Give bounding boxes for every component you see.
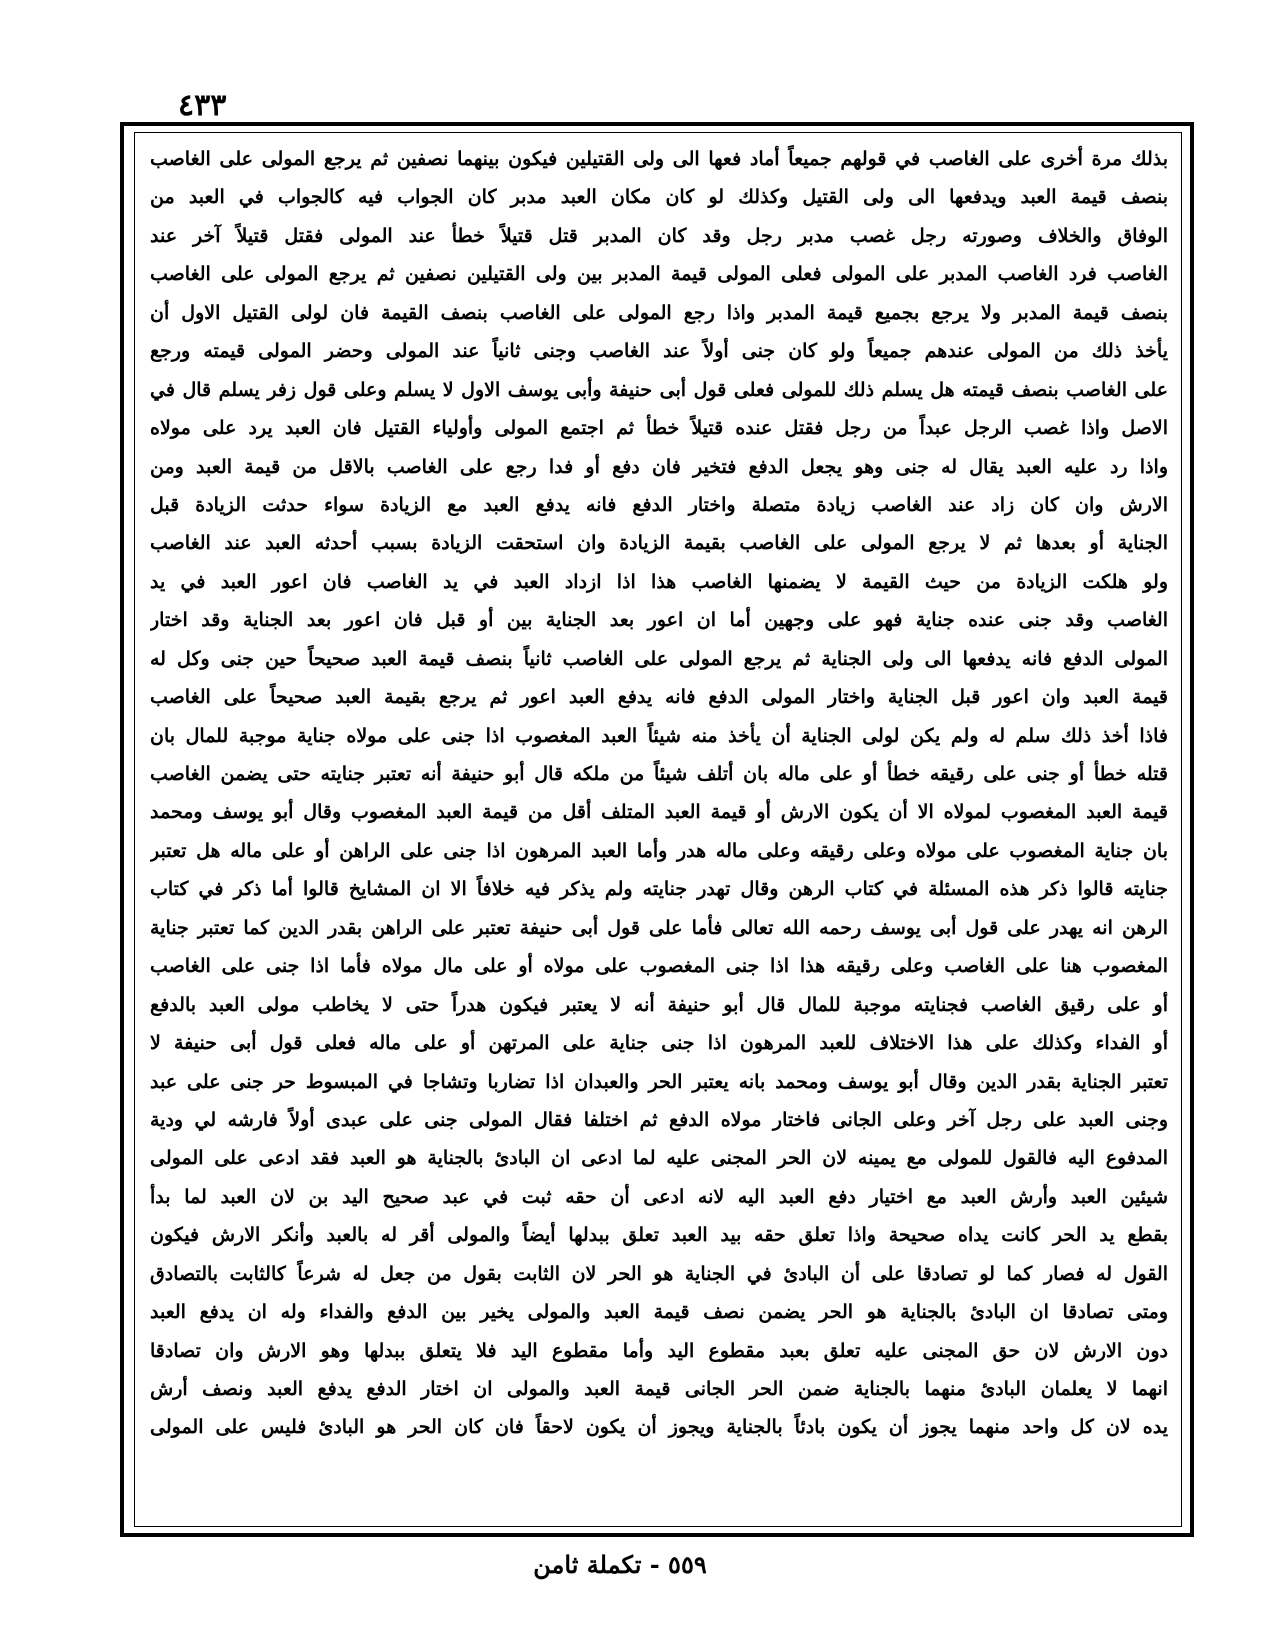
text-line: يأخذ ذلك من المولى عندهم جميعاً ولو كان جنى أولاً عند الغاصب وجنى ثانياً عند المولى وحضر المولى قيمته ورجع xyxy=(150,340,1168,363)
text-line: أو على رقيق الغاصب فجنايته موجبة للمال قال أبو حنيفة أنه لا يعتبر فيكون هدراً حتى لا يخاطب مولى العبد بالدفع xyxy=(150,993,1168,1016)
text-line: الغاصب وقد جنى عنده جناية فهو على وجهين أما ان اعور بعد الجناية بين أو قبل فان اعور بعد الجناية وقد اختار xyxy=(150,609,1168,632)
text-line: على الغاصب بنصف قيمته هل يسلم ذلك للمولى فعلى قول أبى حنيفة وأبى يوسف الاول لا يسلم وعلى قول زفر يسلم قال في xyxy=(150,378,1168,401)
text-line: الرهن انه يهدر على قول أبى يوسف رحمه الله تعالى فأما على قول أبى حنيفة تعتبر على الراهن بقدر الدين كما تعتبر جناية xyxy=(150,916,1168,939)
text-line: المدفوع اليه فالقول للمولى مع يمينه لان الحر المجنى عليه لما ادعى ان البادئ بالجناية هو العبد فقد ادعى على المولى xyxy=(150,1147,1168,1170)
text-line: قتله خطأ أو جنى على رقيقه خطأ أو على ماله بان أتلف شيئاً من ملكه قال أبو حنيفة أنه تعتبر جنايته حتى يضمن الغاصب xyxy=(150,763,1168,785)
text-line: شيئين العبد وأرش العبد مع اختيار دفع العبد اليه لانه ادعى أن حقه ثبت في عبد صحيح اليد بن لان العبد لما بدأ xyxy=(150,1185,1168,1208)
text-line: الغاصب فرد الغاصب المدبر على المولى فعلى المولى قيمة المدبر بين ولى القتيلين نصفين ثم يرجع المولى على الغاصب xyxy=(150,263,1168,286)
text-line: انهما لا يعلمان البادئ منهما بالجناية ضمن الحر الجانى قيمة العبد والمولى ان اختار الدفع يدفع العبد ونصف أرش xyxy=(150,1378,1168,1400)
text-line: الارش وان كان زاد عند الغاصب زيادة متصلة واختار الدفع فانه يدفع العبد مع الزيادة سواء حدثت الزيادة قبل xyxy=(150,493,1168,516)
text-line: وجنى العبد على رجل آخر وعلى الجانى فاختار مولاه الدفع ثم اختلفا فقال المولى جنى على عبدى أولاً فارشه لي ودية xyxy=(150,1108,1168,1131)
footer-signature: ٥٥٩ - تكملة ثامن xyxy=(533,1550,707,1579)
main-text-block xyxy=(150,140,1168,1525)
text-line: بذلك مرة أخرى على الغاصب في قولهم جميعاً أماد فعها الى ولى القتيلين فيكون بينهما نصفين ثم يرجع المولى على الغاصب xyxy=(150,148,1168,170)
text-line: دون الارش لان حق المجنى عليه تعلق بعبد مقطوع اليد وأما مقطوع اليد فلا يتعلق ببدلها وهو الارش وان تصادقا xyxy=(150,1339,1168,1362)
text-line: قيمة العبد وان اعور قبل الجناية واختار المولى الدفع فانه يدفع العبد اعور ثم يرجع بقيمة العبد صحيحاً على الغاصب xyxy=(150,686,1168,709)
text-line: الجناية أو بعدها ثم لا يرجع المولى على الغاصب بقيمة الزيادة وان استحقت الزيادة بسبب أحدثه العبد عند الغاصب xyxy=(150,532,1168,555)
text-line: القول له فصار كما لو تصادقا على أن البادئ في الجناية هو الحر لان الثابت بقول من جعل له شرعاً كالثابت بالتصادق xyxy=(150,1262,1168,1285)
text-line: يده لان كل واحد منهما يجوز أن يكون بادئاً بالجناية ويجوز أن يكون لاحقاً فان كان الحر هو البادئ فليس على المولى xyxy=(150,1416,1168,1439)
text-line: ومتى تصادقا ان البادئ بالجناية هو الحر يضمن نصف قيمة العبد والمولى يخير بين الدفع والفداء وله ان يدفع العبد xyxy=(150,1301,1168,1324)
text-line: ولو هلكت الزيادة من حيث القيمة لا يضمنها الغاصب هذا اذا ازداد العبد في يد الغاصب فان اعور العبد في يد xyxy=(150,570,1168,593)
text-line: واذا رد عليه العبد يقال له جنى وهو يجعل الدفع فتخير فان دفع أو فدا رجع على الغاصب بالاقل من قيمة العبد ومن xyxy=(150,455,1168,478)
page-number: ٤٣٣ xyxy=(178,88,227,123)
text-line: أو الفداء وكذلك على هذا الاختلاف للعبد المرهون اذا جنى جناية على المرتهن أو على ماله فعلى قول أبى حنيفة لا xyxy=(150,1032,1168,1055)
text-line: المغصوب هنا على الغاصب وعلى رقيقه هذا اذا جنى المغصوب على مولاه أو على مال مولاه فأما اذا جنى على الغاصب xyxy=(150,955,1168,978)
text-line: فاذا أخذ ذلك سلم له ولم يكن لولى الجناية أن يأخذ منه شيئاً العبد المغصوب اذا جنى على مولاه جناية موجبة للمال بان xyxy=(150,724,1168,747)
text-line: الاصل واذا غصب الرجل عبداً من رجل فقتل عنده قتيلاً خطأ ثم اجتمع المولى وأولياء القتيل فان العبد يرد على مولاه xyxy=(150,417,1168,440)
text-line: بنصف قيمة العبد ويدفعها الى ولى القتيل وكذلك لو كان مكان العبد مدبر كان الجواب فيه كالجواب في العبد من xyxy=(150,186,1168,209)
text-line: قيمة العبد المغصوب لمولاه الا أن يكون الارش أو قيمة العبد المتلف أقل من قيمة العبد المغصوب وقال أبو يوسف ومحمد xyxy=(150,801,1168,824)
text-line: جنايته قالوا ذكر هذه المسئلة في كتاب الرهن وقال تهدر جنايته ولم يذكر فيه خلافاً الا ان المشايخ قالوا أما ذكر في كتاب xyxy=(150,878,1168,901)
text-line: بان جناية المغصوب على مولاه وعلى رقيقه وعلى ماله هدر وأما العبد المرهون اذا جنى على الراهن أو على ماله هل تعتبر xyxy=(150,839,1168,862)
text-line: تعتبر الجناية بقدر الدين وقال أبو يوسف ومحمد بانه يعتبر الحر والعبدان اذا تضاربا وتشاجا في المبسوط حر جنى على عبد xyxy=(150,1070,1168,1093)
text-line: بقطع يد الحر كانت يداه صحيحة واذا تعلق حقه بيد العبد تعلق ببدلها أيضاً والمولى أقر له بالعبد وأنكر الارش فيكون xyxy=(150,1224,1168,1247)
text-line: المولى الدفع فانه يدفعها الى ولى الجناية ثم يرجع المولى على الغاصب ثانياً بنصف قيمة العبد صحيحاً حين جنى وكل له xyxy=(150,647,1168,670)
text-line: بنصف قيمة المدبر ولا يرجع بجميع قيمة المدبر واذا رجع المولى على الغاصب بنصف القيمة فان لولى القتيل الاول أن xyxy=(150,301,1168,324)
text-line: الوفاق والخلاف وصورته رجل غصب مدبر رجل وقد كان المدبر قتل قتيلاً خطأ عند المولى فقتل قتيلاً آخر عند xyxy=(150,224,1168,247)
